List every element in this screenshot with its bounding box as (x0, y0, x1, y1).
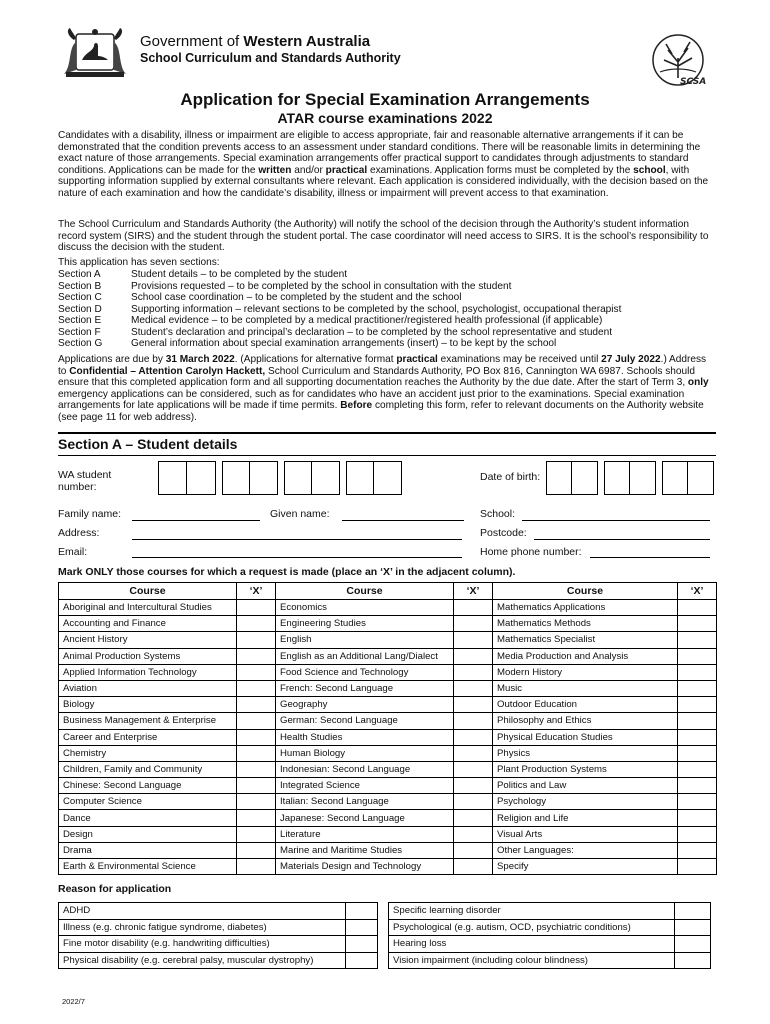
course-mark-cell[interactable] (678, 648, 717, 664)
section-description: School case coordination – to be completed by the student and the school (131, 292, 462, 303)
reason-heading: Reason for application (58, 883, 172, 895)
course-name-cell: Earth & Environmental Science (59, 859, 237, 875)
section-list-item (58, 304, 728, 316)
course-name-cell: Other Languages: (493, 842, 678, 858)
course-row (59, 761, 717, 777)
reason-mark-cell[interactable] (346, 903, 378, 920)
course-mark-cell[interactable] (454, 826, 493, 842)
course-name-cell: Chinese: Second Language (59, 778, 237, 794)
home-phone-label: Home phone number: (480, 546, 582, 558)
course-mark-cell[interactable] (678, 632, 717, 648)
course-name-cell: Children, Family and Community (59, 761, 237, 777)
course-mark-cell[interactable] (237, 600, 276, 616)
course-row (59, 648, 717, 664)
course-name-cell: Psychology (493, 794, 678, 810)
course-mark-cell[interactable] (678, 729, 717, 745)
course-mark-cell[interactable] (454, 600, 493, 616)
reason-mark-cell[interactable] (346, 936, 378, 953)
dob-digit[interactable] (604, 461, 630, 495)
course-row (59, 794, 717, 810)
student-number-digit[interactable] (158, 461, 187, 495)
course-mark-cell[interactable] (237, 729, 276, 745)
section-list-item (58, 327, 728, 339)
course-mark-cell[interactable] (237, 616, 276, 632)
course-mark-cell[interactable] (678, 859, 717, 875)
course-name-cell: Indonesian: Second Language (276, 761, 454, 777)
course-name-cell: Food Science and Technology (276, 664, 454, 680)
section-list-item (58, 315, 728, 327)
course-name-cell: Engineering Studies (276, 616, 454, 632)
section-label: Section F (58, 326, 101, 338)
course-mark-cell[interactable] (454, 729, 493, 745)
home-phone-input[interactable] (590, 557, 710, 558)
reason-row (389, 919, 711, 936)
postcode-label: Postcode: (480, 527, 527, 539)
dob-digit[interactable] (630, 461, 656, 495)
course-name-cell: Design (59, 826, 237, 842)
course-name-cell: Mathematics Specialist (493, 632, 678, 648)
course-name-cell: Chemistry (59, 745, 237, 761)
reason-row (59, 952, 378, 969)
course-mark-cell[interactable] (237, 859, 276, 875)
address-label: Address: (58, 527, 100, 539)
reason-row (59, 936, 378, 953)
section-divider (58, 432, 716, 434)
family-name-input[interactable] (132, 520, 260, 521)
postcode-input[interactable] (534, 539, 710, 540)
course-name-cell: Biology (59, 697, 237, 713)
course-row (59, 697, 717, 713)
mark-column-header: ‘X’ (678, 583, 717, 600)
section-description: Student’s declaration and principal’s declaration – to be completed by the school representative and student (131, 326, 613, 338)
reason-label-cell: Fine motor disability (e.g. handwriting difficulties) (59, 936, 346, 953)
page-title: Application for Special Examination Arrangements (180, 90, 590, 109)
course-mark-cell[interactable] (454, 664, 493, 680)
section-list-item (58, 269, 728, 281)
course-mark-cell[interactable] (237, 664, 276, 680)
wa-student-number-boxes (158, 461, 402, 495)
address-input[interactable] (132, 539, 462, 540)
course-name-cell: Animal Production Systems (59, 648, 237, 664)
reason-label-cell: Vision impairment (including colour blindness) (389, 952, 675, 969)
course-row (59, 745, 717, 761)
course-mark-cell[interactable] (454, 778, 493, 794)
section-label: Section A (58, 269, 101, 280)
intro-paragraph-1: Candidates with a disability, illness or impairment are eligible to access appropriate, fair and reasonable alternative arrangements if it can be demonstrated that the condition prevents access to an assessment under standard conditions. There will be reasonable limits in determining the exact nature of those arrangements. Special examination arrangements offer practical support to candidates through adjustments to standard conditions. Applications can be made for the written and/or practical examinations. Application forms must be completed by the school, with supporting information supplied by external consultants where relevant. Each application is considered individually, with the decision based on the nature of each examination and how the candidate’s disability, illness or impairment will prevent access to that examination. (58, 130, 709, 199)
course-name-cell: Visual Arts (493, 826, 678, 842)
course-row (59, 616, 717, 632)
course-name-cell: Modern History (493, 664, 678, 680)
course-mark-cell[interactable] (237, 794, 276, 810)
course-mark-cell[interactable] (454, 810, 493, 826)
course-name-cell: Business Management & Enterprise (59, 713, 237, 729)
course-name-cell: Music (493, 680, 678, 696)
course-mark-cell[interactable] (678, 600, 717, 616)
course-row (59, 713, 717, 729)
student-number-digit[interactable] (374, 461, 402, 495)
dob-digit[interactable] (688, 461, 714, 495)
reason-table-left (58, 902, 378, 969)
email-input[interactable] (132, 557, 462, 558)
section-divider (58, 455, 716, 456)
dob-digit[interactable] (572, 461, 598, 495)
course-mark-cell[interactable] (237, 680, 276, 696)
course-mark-cell[interactable] (454, 842, 493, 858)
course-name-cell: Health Studies (276, 729, 454, 745)
section-list-item (58, 281, 728, 293)
course-mark-cell[interactable] (678, 842, 717, 858)
svg-text:SCSA: SCSA (680, 77, 706, 87)
course-mark-cell[interactable] (678, 697, 717, 713)
page-footer-code: 2022/7 (62, 997, 85, 1006)
course-mark-cell[interactable] (237, 697, 276, 713)
section-label: Section E (58, 315, 102, 326)
reason-label-cell: ADHD (59, 903, 346, 920)
course-mark-cell[interactable] (454, 713, 493, 729)
course-name-cell: Media Production and Analysis (493, 648, 678, 664)
section-description: General information about special examination arrangements (insert) – to be kept by the school (131, 338, 557, 349)
course-mark-cell[interactable] (237, 713, 276, 729)
course-name-cell: Marine and Maritime Studies (276, 842, 454, 858)
section-description: Supporting information – relevant sections to be completed by the school, psychologist, occupational therapist (131, 303, 622, 315)
email-label: Email: (58, 546, 88, 558)
section-label: Section D (58, 303, 102, 315)
section-description: Provisions requested – to be completed by the school in consultation with the student (131, 280, 512, 292)
courses-table (58, 582, 717, 875)
student-number-digit[interactable] (312, 461, 340, 495)
course-row (59, 729, 717, 745)
course-mark-cell[interactable] (678, 761, 717, 777)
course-mark-cell[interactable] (454, 616, 493, 632)
reason-label-cell: Illness (e.g. chronic fatigue syndrome, diabetes) (59, 919, 346, 936)
course-mark-cell[interactable] (454, 761, 493, 777)
reason-table-right (388, 902, 711, 969)
course-mark-cell[interactable] (454, 745, 493, 761)
course-mark-cell[interactable] (237, 842, 276, 858)
course-name-cell: Drama (59, 842, 237, 858)
course-row (59, 842, 717, 858)
dob-label: Date of birth: (480, 471, 541, 483)
reason-mark-cell[interactable] (675, 903, 711, 920)
course-mark-cell[interactable] (237, 810, 276, 826)
course-name-cell: German: Second Language (276, 713, 454, 729)
section-list-item (58, 338, 728, 350)
sections-list (58, 269, 728, 350)
course-mark-cell[interactable] (237, 826, 276, 842)
course-mark-cell[interactable] (678, 713, 717, 729)
reason-row (59, 919, 378, 936)
course-mark-cell[interactable] (237, 761, 276, 777)
section-description: Medical evidence – to be completed by a medical practitioner/registered health professional (if applicable) (131, 315, 603, 326)
reason-mark-cell[interactable] (346, 952, 378, 969)
family-name-label: Family name: (58, 508, 122, 520)
course-column-header: Course (493, 583, 678, 600)
reason-row (389, 952, 711, 969)
intro-paragraph-2: The School Curriculum and Standards Authority (the Authority) will notify the school of the decision through the Authority’s student information record system (SIRS) and the student through the student portal. The case coordinator will need access to SIRS. It is the school’s responsibility to discuss the decision with the student. (58, 219, 709, 253)
course-row (59, 680, 717, 696)
course-mark-cell[interactable] (678, 745, 717, 761)
course-name-cell: Human Biology (276, 745, 454, 761)
course-mark-cell[interactable] (454, 859, 493, 875)
course-name-cell: Literature (276, 826, 454, 842)
course-name-cell: Religion and Life (493, 810, 678, 826)
course-name-cell: Career and Enterprise (59, 729, 237, 745)
course-name-cell: Plant Production Systems (493, 761, 678, 777)
course-mark-cell[interactable] (454, 794, 493, 810)
student-number-digit[interactable] (346, 461, 374, 495)
section-label: Section C (58, 292, 102, 303)
course-name-cell: Integrated Science (276, 778, 454, 794)
course-name-cell: English (276, 632, 454, 648)
course-mark-cell[interactable] (678, 794, 717, 810)
dob-boxes (546, 461, 714, 495)
due-date-paragraph: Applications are due by 31 March 2022. (Applications for alternative format practical examinations may be received until 27 July 2022.) Address to Confidential – Attention Carolyn Hackett, School Curriculum and Standards Authority, PO Box 816, Cannington WA 6987. Schools should ensure that this completed application form and all supporting documentation reaches the Authority by the due date. After the start of Term 3, only emergency applications can be considered, such as for candidates who have an accident just prior to the examinations. Special examination arrangements for late applications will be made if time permits. Before completing this form, refer to relevant documents on the Authority website (see page 11 for web address). (58, 354, 709, 423)
course-name-cell: Economics (276, 600, 454, 616)
course-name-cell: Specify (493, 859, 678, 875)
student-number-digit[interactable] (222, 461, 250, 495)
course-name-cell: Geography (276, 697, 454, 713)
student-number-digit[interactable] (284, 461, 312, 495)
wa-crest-logo (58, 26, 132, 80)
course-mark-cell[interactable] (454, 632, 493, 648)
course-name-cell: Mathematics Methods (493, 616, 678, 632)
course-mark-cell[interactable] (678, 826, 717, 842)
given-name-input[interactable] (342, 520, 464, 521)
courses-instruction: Mark ONLY those courses for which a request is made (place an ‘X’ in the adjacent column). (58, 566, 516, 578)
section-description: Student details – to be completed by the student (131, 269, 348, 280)
course-name-cell: Aboriginal and Intercultural Studies (59, 600, 237, 616)
course-row (59, 664, 717, 680)
course-row (59, 778, 717, 794)
mark-column-header: ‘X’ (454, 583, 493, 600)
course-name-cell: Outdoor Education (493, 697, 678, 713)
course-name-cell: Ancient History (59, 632, 237, 648)
intro-paragraph-3: This application has seven sections: (58, 257, 220, 268)
reason-label-cell: Specific learning disorder (389, 903, 675, 920)
course-name-cell: English as an Additional Lang/Dialect (276, 648, 454, 664)
reason-label-cell: Psychological (e.g. autism, OCD, psychiatric conditions) (389, 919, 675, 936)
school-label: School: (480, 508, 516, 520)
course-mark-cell[interactable] (678, 778, 717, 794)
course-name-cell: Japanese: Second Language (276, 810, 454, 826)
page-subtitle: ATAR course examinations 2022 (277, 110, 493, 126)
reason-mark-cell[interactable] (675, 952, 711, 969)
course-column-header: Course (59, 583, 237, 600)
course-mark-cell[interactable] (454, 648, 493, 664)
given-name-label: Given name: (270, 508, 330, 520)
course-mark-cell[interactable] (454, 680, 493, 696)
course-row (59, 600, 717, 616)
school-input[interactable] (522, 520, 710, 521)
course-name-cell: Computer Science (59, 794, 237, 810)
reason-label-cell: Physical disability (e.g. cerebral palsy, muscular dystrophy) (59, 952, 346, 969)
course-row (59, 859, 717, 875)
course-row (59, 810, 717, 826)
section-a-heading: Section A – Student details (58, 436, 238, 452)
course-name-cell: Physical Education Studies (493, 729, 678, 745)
government-title: Government of Western Australia (140, 33, 371, 50)
reason-mark-cell[interactable] (346, 919, 378, 936)
wa-student-number-label: WA student number: (58, 469, 112, 493)
course-mark-cell[interactable] (454, 697, 493, 713)
mark-column-header: ‘X’ (237, 583, 276, 600)
course-name-cell: Dance (59, 810, 237, 826)
course-mark-cell[interactable] (237, 745, 276, 761)
reason-mark-cell[interactable] (675, 936, 711, 953)
course-row (59, 632, 717, 648)
dob-digit[interactable] (546, 461, 572, 495)
reason-mark-cell[interactable] (675, 919, 711, 936)
course-name-cell: Physics (493, 745, 678, 761)
course-name-cell: Applied Information Technology (59, 664, 237, 680)
course-mark-cell[interactable] (678, 810, 717, 826)
course-mark-cell[interactable] (678, 616, 717, 632)
course-mark-cell[interactable] (237, 648, 276, 664)
course-mark-cell[interactable] (237, 778, 276, 794)
course-name-cell: French: Second Language (276, 680, 454, 696)
section-label: Section B (58, 280, 102, 292)
student-number-digit[interactable] (250, 461, 278, 495)
student-number-digit[interactable] (187, 461, 216, 495)
course-mark-cell[interactable] (678, 664, 717, 680)
section-label: Section G (58, 338, 103, 349)
course-name-cell: Mathematics Applications (493, 600, 678, 616)
reason-row (389, 903, 711, 920)
courses-header-row (59, 583, 717, 600)
course-name-cell: Philosophy and Ethics (493, 713, 678, 729)
course-column-header: Course (276, 583, 454, 600)
course-name-cell: Aviation (59, 680, 237, 696)
course-row (59, 826, 717, 842)
course-mark-cell[interactable] (678, 680, 717, 696)
dob-digit[interactable] (662, 461, 688, 495)
reason-row (59, 903, 378, 920)
reason-row (389, 936, 711, 953)
reason-label-cell: Hearing loss (389, 936, 675, 953)
course-name-cell: Politics and Law (493, 778, 678, 794)
scsa-tree-logo (650, 32, 706, 88)
course-name-cell: Accounting and Finance (59, 616, 237, 632)
course-name-cell: Materials Design and Technology (276, 859, 454, 875)
authority-name: School Curriculum and Standards Authority (140, 51, 401, 65)
section-list-item (58, 292, 728, 304)
course-mark-cell[interactable] (237, 632, 276, 648)
course-name-cell: Italian: Second Language (276, 794, 454, 810)
